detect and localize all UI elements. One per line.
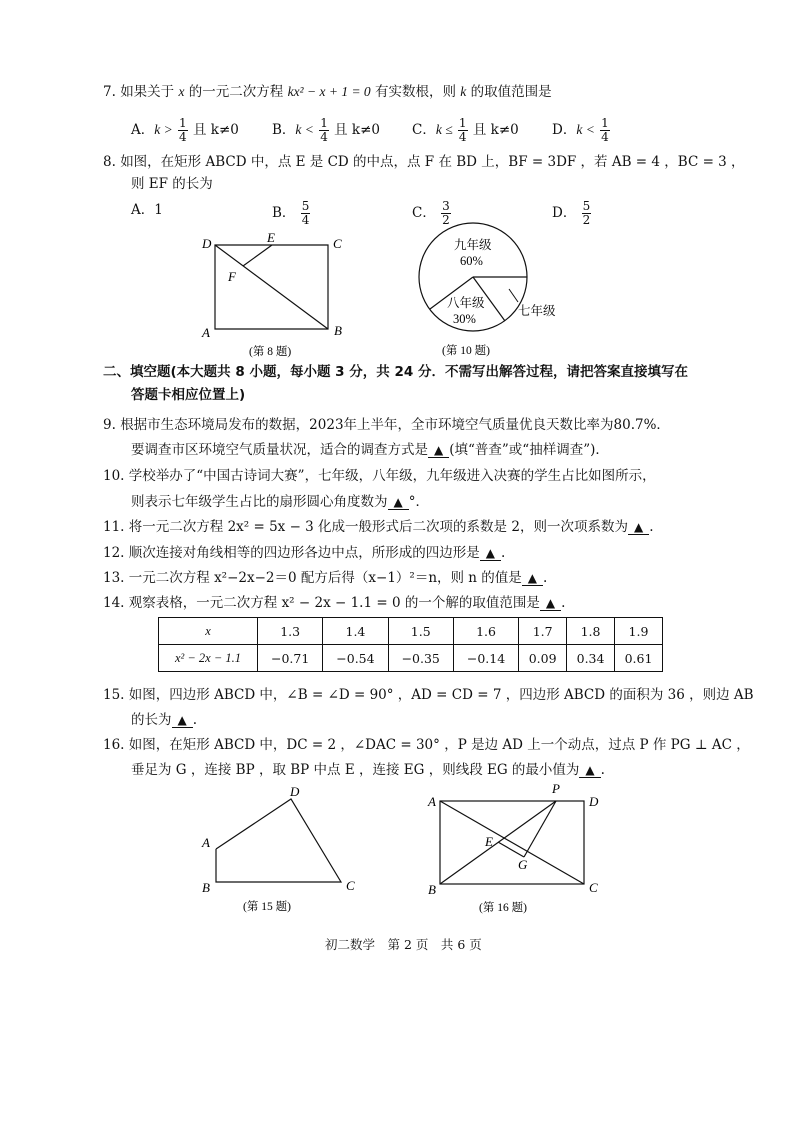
- answer-blank: ▲: [540, 596, 561, 611]
- table-cell: 0.61: [615, 645, 663, 672]
- label-d: D: [589, 794, 599, 809]
- question-10-line2: 则表示七年级学生占比的扇形圆心角度数为 ▲ °．: [131, 494, 429, 510]
- figure-caption: (第 8 题): [249, 346, 292, 358]
- figure-16: [425, 780, 610, 920]
- option-a: A．1: [131, 202, 163, 218]
- table-cell: 1.6: [453, 618, 518, 645]
- label-g: G: [518, 857, 528, 872]
- question-number: 11.: [103, 519, 125, 535]
- question-12: 12. 顺次连接对角线相等的四边形各边中点，所形成的四边形是 ▲ .: [103, 545, 506, 561]
- question-9: 9. 根据市生态环境局发布的数据，2023年上半年，全市环境空气质量优良天数比率为80.7%．: [103, 417, 670, 433]
- answer-blank: ▲: [628, 520, 649, 535]
- label-c: C: [346, 878, 355, 893]
- table-cell: 1.9: [615, 618, 663, 645]
- page-footer: 初二数学 第 2 页 共 6 页: [325, 937, 482, 952]
- question-8: 8. 如图，在矩形 ABCD 中，点 E 是 CD 的中点，点 F 在 BD 上，BF = 3DF ，若 AB = 4 ，BC = 3 ，: [103, 154, 745, 170]
- label-a: A: [428, 794, 436, 809]
- question-7: 7. 如果关于 x 的一元二次方程 kx² − x + 1 = 0 有实数根，则 k 的取值范围是: [103, 84, 552, 100]
- label-d: D: [290, 784, 300, 799]
- question-number: 16.: [103, 737, 125, 753]
- label-a: A: [202, 325, 210, 340]
- label-a: A: [202, 835, 210, 850]
- table-header: x: [159, 618, 258, 645]
- table-header: x² − 2x − 1.1: [159, 645, 258, 672]
- question-16: 16. 如图，在矩形 ABCD 中，DC = 2 ，∠DAC = 30° ，P 是边 AD 上一个动点，过点 P 作 PG ⊥ AC ，: [103, 737, 750, 753]
- figure-10: [405, 222, 575, 362]
- option-d: D． $\frac{5}{2}$: [552, 199, 591, 227]
- table-row: [159, 645, 663, 672]
- answer-blank: ▲: [172, 713, 193, 728]
- table-cell: −0.14: [453, 645, 518, 672]
- label-b: B: [428, 882, 436, 897]
- label-e: E: [267, 232, 275, 245]
- figure-caption: (第 15 题): [243, 901, 291, 913]
- figure-8: [195, 232, 355, 360]
- slice-label: 七年级: [518, 304, 556, 318]
- label-e: E: [485, 834, 493, 849]
- question-number: 9.: [103, 417, 116, 433]
- option-c: C．k ≤ $\frac{1}{4}$ 且 k≠0: [412, 116, 519, 144]
- answer-blank: ▲: [428, 443, 449, 458]
- option-b: B． $\frac{5}{4}$: [272, 199, 310, 227]
- value-table: [158, 617, 663, 672]
- section-heading: 二、填空题(本大题共 8 小题，每小题 3 分，共 24 分．不需写出解答过程，请把答案直接填写在: [103, 364, 688, 380]
- table-cell: 1.8: [567, 618, 615, 645]
- answer-blank: ▲: [388, 495, 409, 510]
- question-number: 12.: [103, 545, 125, 561]
- table-cell: 1.5: [388, 618, 453, 645]
- slice-label: 八年级: [447, 296, 485, 310]
- figure-caption: (第 10 题): [442, 345, 490, 357]
- label-f: F: [228, 269, 236, 284]
- figure-15: [195, 780, 370, 920]
- slice-value: 30%: [453, 312, 476, 326]
- answer-blank: ▲: [522, 571, 543, 586]
- table-cell: 1.4: [323, 618, 388, 645]
- question-11: 11. 将一元二次方程 2x² = 5x − 3 化成一般形式后二次项的系数是 2，则一次项系数为 ▲ .: [103, 519, 654, 535]
- table-cell: −0.71: [258, 645, 323, 672]
- table-cell: 0.09: [519, 645, 567, 672]
- question-number: 15.: [103, 687, 125, 703]
- question-13: 13. 一元二次方程 x²−2x−2＝0 配方后得（x−1）²＝n，则 n 的值是 ▲ .: [103, 570, 548, 586]
- question-10: 10. 学校举办了“中国古诗词大赛”，七年级，八年级，九年级进入决赛的学生占比如图所示，: [103, 468, 656, 484]
- table-cell: −0.35: [388, 645, 453, 672]
- question-16-line2: 垂足为 G ，连接 BP ，取 BP 中点 E ，连接 EG ，则线段 EG 的最小值为 ▲ .: [131, 762, 605, 778]
- slice-value: 60%: [460, 254, 483, 268]
- table-cell: 1.3: [258, 618, 323, 645]
- question-9-line2: 要调查市区环境空气质量状况，适合的调查方式是 ▲ (填“普查”或“抽样调查”)．: [131, 442, 609, 458]
- label-b: B: [202, 880, 210, 895]
- table-cell: −0.54: [323, 645, 388, 672]
- option-b: B．k < $\frac{1}{4}$ 且 k≠0: [272, 116, 381, 144]
- question-15-line2: 的长为 ▲ .: [131, 712, 198, 728]
- question-8-line2: 则 EF 的长为: [131, 176, 213, 192]
- section-heading-line2: 答题卡相应位置上): [131, 387, 246, 403]
- slice-label: 九年级: [454, 238, 492, 252]
- label-p: P: [552, 781, 560, 796]
- answer-blank: ▲: [579, 763, 600, 778]
- label-d: D: [202, 236, 212, 251]
- label-b: B: [334, 323, 342, 338]
- table-row: [159, 618, 663, 645]
- question-14: 14. 观察表格，一元二次方程 x² − 2x − 1.1 = 0 的一个解的取值范围是 ▲ .: [103, 595, 566, 611]
- question-number: 13.: [103, 570, 125, 586]
- option-c: C． $\frac{3}{2}$: [412, 199, 450, 227]
- question-number: 8.: [103, 154, 116, 170]
- table-cell: 1.7: [519, 618, 567, 645]
- question-number: 7.: [103, 84, 116, 100]
- answer-blank: ▲: [480, 546, 501, 561]
- option-d: D．k < $\frac{1}{4}$: [552, 116, 609, 144]
- question-15: 15. 如图，四边形 ABCD 中，∠B = ∠D = 90° ，AD = CD = 7 ，四边形 ABCD 的面积为 36 ，则边 AB: [103, 687, 754, 703]
- question-number: 14.: [103, 595, 125, 611]
- question-number: 10.: [103, 468, 125, 484]
- figure-caption: (第 16 题): [479, 902, 527, 914]
- table-cell: 0.34: [567, 645, 615, 672]
- label-c: C: [589, 880, 598, 895]
- label-c: C: [333, 236, 342, 251]
- option-a: A．k > $\frac{1}{4}$ 且 k≠0: [131, 116, 239, 144]
